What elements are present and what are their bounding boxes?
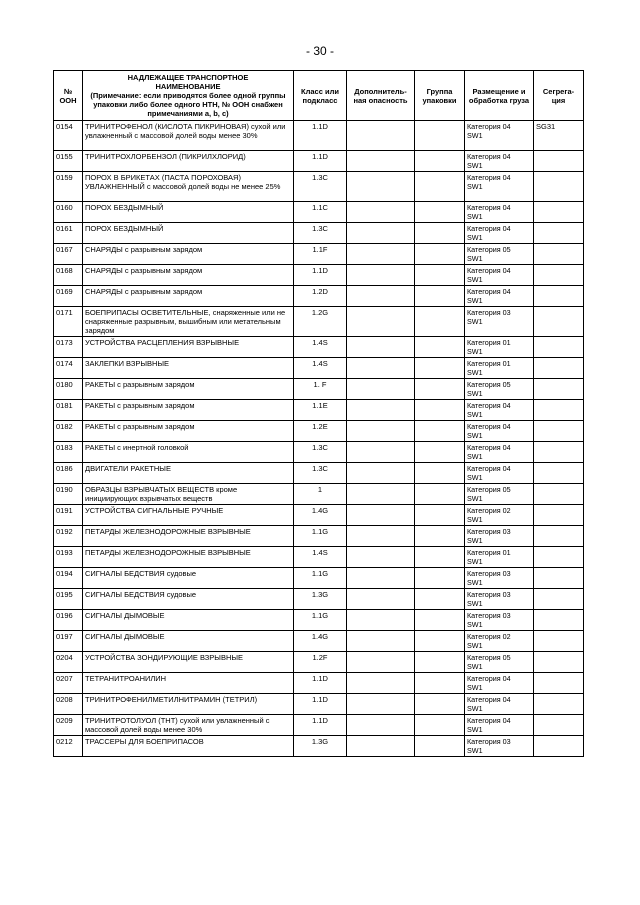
cell-packing-group: [415, 265, 465, 286]
cell-un-number: 0182: [54, 421, 83, 442]
cell-packing-group: [415, 400, 465, 421]
cell-shipping-name: ТЕТРАНИТРОАНИЛИН: [83, 673, 294, 694]
header-class: Класс или подкласс: [294, 71, 347, 121]
cell-un-number: 0181: [54, 400, 83, 421]
cell-subsidiary-risk: [347, 463, 415, 484]
cell-un-number: 0155: [54, 151, 83, 172]
cell-packing-group: [415, 589, 465, 610]
header-packing-group: Группа упаковки: [415, 71, 465, 121]
cell-segregation: [534, 286, 584, 307]
cell-segregation: [534, 223, 584, 244]
cell-subsidiary-risk: [347, 589, 415, 610]
cell-class: 1.2D: [294, 286, 347, 307]
cell-un-number: 0174: [54, 358, 83, 379]
dangerous-goods-table: [53, 70, 584, 757]
cell-un-number: 0208: [54, 694, 83, 715]
cell-stowage: Категория 03 SW1: [465, 568, 534, 589]
header-proper-shipping-name: НАДЛЕЖАЩЕЕ ТРАНСПОРТНОЕ НАИМЕНОВАНИЕ (Примечание: если приводятся более одной группы упаковки либо более одного НТН, № ООН снабжен примечаниями a, b, c): [83, 71, 294, 121]
table-body: [54, 121, 584, 757]
cell-shipping-name: СНАРЯДЫ с разрывным зарядом: [83, 265, 294, 286]
cell-un-number: 0160: [54, 202, 83, 223]
cell-class: 1.1G: [294, 568, 347, 589]
cell-class: 1.3C: [294, 223, 347, 244]
table-row: [54, 172, 584, 202]
cell-segregation: [534, 715, 584, 736]
cell-shipping-name: СНАРЯДЫ с разрывным зарядом: [83, 286, 294, 307]
cell-packing-group: [415, 379, 465, 400]
cell-segregation: [534, 421, 584, 442]
cell-un-number: 0209: [54, 715, 83, 736]
cell-subsidiary-risk: [347, 265, 415, 286]
cell-packing-group: [415, 715, 465, 736]
cell-shipping-name: БОЕПРИПАСЫ ОСВЕТИТЕЛЬНЫЕ, снаряженные или не снаряженные разрывным, вышибным или метательным зарядом: [83, 307, 294, 337]
cell-un-number: 0154: [54, 121, 83, 151]
cell-stowage: Категория 03 SW1: [465, 736, 534, 757]
cell-un-number: 0190: [54, 484, 83, 505]
cell-stowage: Категория 05 SW1: [465, 244, 534, 265]
cell-segregation: [534, 463, 584, 484]
cell-subsidiary-risk: [347, 379, 415, 400]
cell-subsidiary-risk: [347, 421, 415, 442]
header-segregation: Сегрега- ция: [534, 71, 584, 121]
cell-shipping-name: СИГНАЛЫ ДЫМОВЫЕ: [83, 631, 294, 652]
cell-class: 1.1D: [294, 121, 347, 151]
table-row: [54, 526, 584, 547]
cell-segregation: [534, 736, 584, 757]
cell-subsidiary-risk: [347, 223, 415, 244]
cell-packing-group: [415, 307, 465, 337]
cell-segregation: [534, 526, 584, 547]
table-row: [54, 484, 584, 505]
table-row: [54, 286, 584, 307]
cell-subsidiary-risk: [347, 547, 415, 568]
cell-un-number: 0196: [54, 610, 83, 631]
cell-packing-group: [415, 505, 465, 526]
cell-subsidiary-risk: [347, 673, 415, 694]
cell-subsidiary-risk: [347, 694, 415, 715]
table-row: [54, 307, 584, 337]
cell-shipping-name: РАКЕТЫ с разрывным зарядом: [83, 421, 294, 442]
cell-subsidiary-risk: [347, 505, 415, 526]
cell-un-number: 0197: [54, 631, 83, 652]
cell-shipping-name: СИГНАЛЫ БЕДСТВИЯ судовые: [83, 568, 294, 589]
cell-un-number: 0195: [54, 589, 83, 610]
table-row: [54, 151, 584, 172]
cell-stowage: Категория 02 SW1: [465, 631, 534, 652]
cell-un-number: 0183: [54, 442, 83, 463]
cell-subsidiary-risk: [347, 121, 415, 151]
cell-packing-group: [415, 631, 465, 652]
cell-packing-group: [415, 736, 465, 757]
cell-subsidiary-risk: [347, 151, 415, 172]
cell-segregation: [534, 694, 584, 715]
cell-shipping-name: ДВИГАТЕЛИ РАКЕТНЫЕ: [83, 463, 294, 484]
cell-class: 1.3G: [294, 736, 347, 757]
table-row: [54, 400, 584, 421]
cell-class: 1.4G: [294, 631, 347, 652]
header-subsidiary-risk: Дополнитель- ная опасность: [347, 71, 415, 121]
cell-stowage: Категория 04 SW1: [465, 265, 534, 286]
cell-stowage: Категория 03 SW1: [465, 589, 534, 610]
cell-class: 1.4G: [294, 505, 347, 526]
cell-segregation: [534, 505, 584, 526]
cell-class: 1.1G: [294, 526, 347, 547]
cell-stowage: Категория 04 SW1: [465, 400, 534, 421]
cell-packing-group: [415, 547, 465, 568]
cell-un-number: 0168: [54, 265, 83, 286]
cell-packing-group: [415, 610, 465, 631]
cell-segregation: [534, 307, 584, 337]
table-row: [54, 358, 584, 379]
cell-packing-group: [415, 121, 465, 151]
cell-un-number: 0193: [54, 547, 83, 568]
cell-class: 1.1D: [294, 715, 347, 736]
cell-subsidiary-risk: [347, 484, 415, 505]
cell-packing-group: [415, 337, 465, 358]
table-row: [54, 121, 584, 151]
cell-packing-group: [415, 673, 465, 694]
cell-subsidiary-risk: [347, 400, 415, 421]
cell-class: 1.3C: [294, 172, 347, 202]
cell-packing-group: [415, 652, 465, 673]
table-row: [54, 442, 584, 463]
cell-stowage: Категория 04 SW1: [465, 694, 534, 715]
table-row: [54, 631, 584, 652]
cell-stowage: Категория 03 SW1: [465, 526, 534, 547]
cell-un-number: 0167: [54, 244, 83, 265]
cell-un-number: 0212: [54, 736, 83, 757]
header-stowage-handling: Размещение и обработка груза: [465, 71, 534, 121]
table-row: [54, 379, 584, 400]
cell-class: 1.3C: [294, 463, 347, 484]
cell-class: 1. F: [294, 379, 347, 400]
cell-subsidiary-risk: [347, 358, 415, 379]
cell-un-number: 0191: [54, 505, 83, 526]
cell-shipping-name: ТРИНИТРОФЕНИЛМЕТИЛНИТРАМИН (ТЕТРИЛ): [83, 694, 294, 715]
cell-shipping-name: ОБРАЗЦЫ ВЗРЫВЧАТЫХ ВЕЩЕСТВ кроме инициирующих взрывчатых веществ: [83, 484, 294, 505]
cell-subsidiary-risk: [347, 337, 415, 358]
cell-class: 1: [294, 484, 347, 505]
table-row: [54, 202, 584, 223]
cell-stowage: Категория 05 SW1: [465, 484, 534, 505]
cell-class: 1.1D: [294, 265, 347, 286]
cell-stowage: Категория 04 SW1: [465, 715, 534, 736]
cell-stowage: Категория 04 SW1: [465, 151, 534, 172]
cell-segregation: [534, 337, 584, 358]
cell-class: 1.4S: [294, 358, 347, 379]
cell-segregation: SG31: [534, 121, 584, 151]
cell-subsidiary-risk: [347, 244, 415, 265]
table-row: [54, 736, 584, 757]
cell-shipping-name: СНАРЯДЫ с разрывным зарядом: [83, 244, 294, 265]
cell-class: 1.4S: [294, 337, 347, 358]
cell-stowage: Категория 01 SW1: [465, 358, 534, 379]
cell-segregation: [534, 244, 584, 265]
cell-segregation: [534, 484, 584, 505]
table-row: [54, 505, 584, 526]
cell-stowage: Категория 04 SW1: [465, 121, 534, 151]
cell-stowage: Категория 05 SW1: [465, 379, 534, 400]
cell-segregation: [534, 172, 584, 202]
cell-stowage: Категория 01 SW1: [465, 337, 534, 358]
table-row: [54, 337, 584, 358]
cell-shipping-name: РАКЕТЫ с разрывным зарядом: [83, 400, 294, 421]
cell-shipping-name: ЗАКЛЕПКИ ВЗРЫВНЫЕ: [83, 358, 294, 379]
cell-shipping-name: ПОРОХ БЕЗДЫМНЫЙ: [83, 202, 294, 223]
cell-class: 1.2F: [294, 652, 347, 673]
cell-segregation: [534, 400, 584, 421]
cell-shipping-name: ПОРОХ БЕЗДЫМНЫЙ: [83, 223, 294, 244]
header-un-number: № ООН: [54, 71, 83, 121]
cell-shipping-name: ПЕТАРДЫ ЖЕЛЕЗНОДОРОЖНЫЕ ВЗРЫВНЫЕ: [83, 547, 294, 568]
cell-stowage: Категория 04 SW1: [465, 463, 534, 484]
cell-stowage: Категория 04 SW1: [465, 223, 534, 244]
cell-class: 1.1G: [294, 610, 347, 631]
cell-stowage: Категория 04 SW1: [465, 442, 534, 463]
cell-un-number: 0186: [54, 463, 83, 484]
cell-subsidiary-risk: [347, 610, 415, 631]
cell-class: 1.2G: [294, 307, 347, 337]
cell-subsidiary-risk: [347, 202, 415, 223]
cell-segregation: [534, 673, 584, 694]
cell-subsidiary-risk: [347, 442, 415, 463]
table-row: [54, 223, 584, 244]
cell-segregation: [534, 652, 584, 673]
cell-shipping-name: ТРАССЕРЫ ДЛЯ БОЕПРИПАСОВ: [83, 736, 294, 757]
table-row: [54, 610, 584, 631]
cell-shipping-name: ТРИНИТРОТОЛУОЛ (ТНТ) сухой или увлажненный с массовой долей воды менее 30%: [83, 715, 294, 736]
cell-packing-group: [415, 202, 465, 223]
cell-packing-group: [415, 694, 465, 715]
table-row: [54, 715, 584, 736]
cell-un-number: 0180: [54, 379, 83, 400]
cell-shipping-name: ТРИНИТРОФЕНОЛ (КИСЛОТА ПИКРИНОВАЯ) сухой или увлажненный с массовой долей воды менее 30%: [83, 121, 294, 151]
cell-stowage: Категория 01 SW1: [465, 547, 534, 568]
cell-segregation: [534, 589, 584, 610]
cell-un-number: 0173: [54, 337, 83, 358]
cell-segregation: [534, 379, 584, 400]
table-row: [54, 673, 584, 694]
cell-class: 1.3C: [294, 442, 347, 463]
cell-stowage: Категория 04 SW1: [465, 673, 534, 694]
cell-class: 1.1D: [294, 694, 347, 715]
cell-packing-group: [415, 286, 465, 307]
table-row: [54, 547, 584, 568]
cell-un-number: 0169: [54, 286, 83, 307]
cell-class: 1.1D: [294, 673, 347, 694]
cell-stowage: Категория 03 SW1: [465, 610, 534, 631]
table-row: [54, 568, 584, 589]
cell-shipping-name: УСТРОЙСТВА ЗОНДИРУЮЩИЕ ВЗРЫВНЫЕ: [83, 652, 294, 673]
cell-packing-group: [415, 526, 465, 547]
cell-subsidiary-risk: [347, 736, 415, 757]
cell-subsidiary-risk: [347, 172, 415, 202]
cell-un-number: 0171: [54, 307, 83, 337]
cell-packing-group: [415, 151, 465, 172]
cell-segregation: [534, 568, 584, 589]
cell-un-number: 0207: [54, 673, 83, 694]
cell-packing-group: [415, 358, 465, 379]
cell-stowage: Категория 04 SW1: [465, 202, 534, 223]
cell-class: 1.1C: [294, 202, 347, 223]
cell-packing-group: [415, 244, 465, 265]
cell-class: 1.1D: [294, 151, 347, 172]
cell-un-number: 0194: [54, 568, 83, 589]
cell-class: 1.2E: [294, 421, 347, 442]
table-row: [54, 244, 584, 265]
cell-packing-group: [415, 421, 465, 442]
cell-un-number: 0192: [54, 526, 83, 547]
cell-segregation: [534, 358, 584, 379]
cell-segregation: [534, 265, 584, 286]
cell-un-number: 0204: [54, 652, 83, 673]
cell-class: 1.1F: [294, 244, 347, 265]
cell-shipping-name: ПОРОХ В БРИКЕТАХ (ПАСТА ПОРОХОВАЯ) УВЛАЖНЕННЫЙ с массовой долей воды не менее 25%: [83, 172, 294, 202]
cell-segregation: [534, 610, 584, 631]
cell-packing-group: [415, 484, 465, 505]
cell-class: 1.1E: [294, 400, 347, 421]
cell-stowage: Категория 05 SW1: [465, 652, 534, 673]
cell-shipping-name: ТРИНИТРОХЛОРБЕНЗОЛ (ПИКРИЛХЛОРИД): [83, 151, 294, 172]
cell-segregation: [534, 442, 584, 463]
cell-shipping-name: РАКЕТЫ с инертной головкой: [83, 442, 294, 463]
cell-class: 1.4S: [294, 547, 347, 568]
cell-stowage: Категория 04 SW1: [465, 421, 534, 442]
cell-stowage: Категория 04 SW1: [465, 172, 534, 202]
cell-shipping-name: СИГНАЛЫ БЕДСТВИЯ судовые: [83, 589, 294, 610]
cell-subsidiary-risk: [347, 307, 415, 337]
cell-subsidiary-risk: [347, 568, 415, 589]
cell-stowage: Категория 02 SW1: [465, 505, 534, 526]
cell-stowage: Категория 03 SW1: [465, 307, 534, 337]
cell-subsidiary-risk: [347, 526, 415, 547]
cell-subsidiary-risk: [347, 286, 415, 307]
cell-packing-group: [415, 463, 465, 484]
cell-packing-group: [415, 568, 465, 589]
cell-shipping-name: РАКЕТЫ с разрывным зарядом: [83, 379, 294, 400]
cell-packing-group: [415, 223, 465, 244]
table-row: [54, 463, 584, 484]
page-number: - 30 -: [305, 44, 334, 58]
cell-packing-group: [415, 442, 465, 463]
table-row: [54, 421, 584, 442]
cell-shipping-name: СИГНАЛЫ ДЫМОВЫЕ: [83, 610, 294, 631]
cell-un-number: 0159: [54, 172, 83, 202]
table-row: [54, 265, 584, 286]
table-row: [54, 694, 584, 715]
cell-segregation: [534, 547, 584, 568]
cell-segregation: [534, 202, 584, 223]
cell-stowage: Категория 04 SW1: [465, 286, 534, 307]
table-row: [54, 652, 584, 673]
cell-class: 1.3G: [294, 589, 347, 610]
cell-shipping-name: ПЕТАРДЫ ЖЕЛЕЗНОДОРОЖНЫЕ ВЗРЫВНЫЕ: [83, 526, 294, 547]
cell-un-number: 0161: [54, 223, 83, 244]
cell-shipping-name: УСТРОЙСТВА РАСЦЕПЛЕНИЯ ВЗРЫВНЫЕ: [83, 337, 294, 358]
cell-segregation: [534, 631, 584, 652]
cell-subsidiary-risk: [347, 631, 415, 652]
cell-subsidiary-risk: [347, 715, 415, 736]
cell-subsidiary-risk: [347, 652, 415, 673]
table-row: [54, 589, 584, 610]
cell-segregation: [534, 151, 584, 172]
cell-shipping-name: УСТРОЙСТВА СИГНАЛЬНЫЕ РУЧНЫЕ: [83, 505, 294, 526]
cell-packing-group: [415, 172, 465, 202]
table-header-row: [54, 71, 584, 121]
